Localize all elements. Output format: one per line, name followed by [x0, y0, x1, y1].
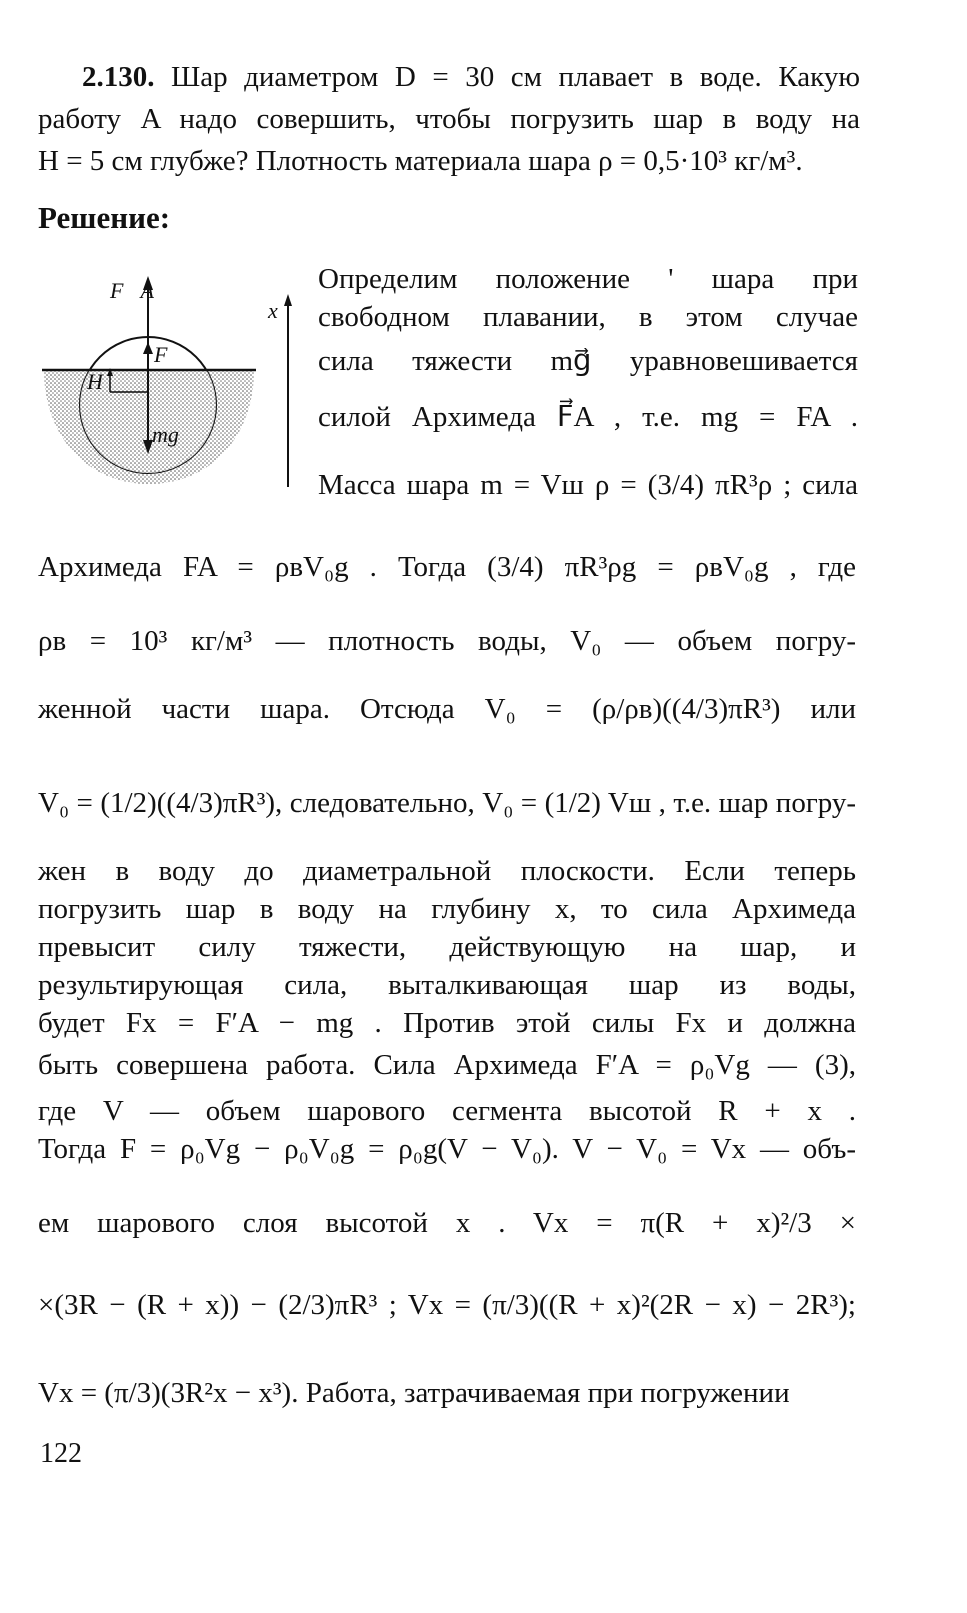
body-line-12: Тогда F = ρ₀Vg − ρ₀V₀g = ρ₀g(V − V₀). V − V₀ = Vx — объ- [38, 1133, 856, 1165]
problem-line-1 [82, 58, 860, 96]
body-line-6: погрузить шар в воду на глубину х, то сила Архимеда [38, 893, 856, 925]
h-label: H [87, 369, 103, 394]
page-number: 122 [40, 1438, 82, 1469]
fa-label: F⃗A [110, 278, 154, 303]
body-line-9: будет Fx = F′A − mg . Против этой силы Fx и должна [38, 1007, 856, 1039]
diagram-svg [30, 262, 320, 497]
problem-text-1: Шар диаметром D = 30 см плавает в воде. Какую [171, 61, 860, 93]
solution-heading: Решение: [38, 200, 171, 235]
x-axis-arrow-head [284, 294, 292, 306]
side-line-3: сила тяжести mg⃗ уравновешивается [318, 345, 858, 377]
body-line-14: ×(3R − (R + x)) − (2/3)πR³ ; Vx = (π/3)((R + x)²(2R − x) − 2R³); [38, 1289, 856, 1321]
f-arrow-head [143, 342, 153, 354]
problem-number: 2.130. [82, 61, 155, 93]
body-line-11: где V — объем шарового сегмента высотой R + x . [38, 1095, 856, 1127]
x-label: x [268, 298, 278, 323]
problem-line-3: H = 5 см глубже? Плотность материала шара ρ = 0,5·10³ кг/м³. [38, 145, 803, 177]
f-label: F⃗ [154, 342, 185, 367]
buoyancy-diagram [30, 262, 320, 497]
body-line-7: превысит силу тяжести, действующую на шар, и [38, 931, 856, 963]
side-line-2: свободном плавании, в этом случае [318, 301, 858, 333]
side-line-5: Масса шара m = Vш ρ = (3/4) πR³ρ ; сила [318, 469, 858, 501]
body-line-10: быть совершена работа. Сила Архимеда F′A = ρ₀Vg — (3), [38, 1049, 856, 1081]
body-line-2: ρв = 10³ кг/м³ — плотность воды, V₀ — объем погру- [38, 625, 856, 657]
body-line-13: ем шарового слоя высотой x . Vx = π(R + x)²/3 × [38, 1207, 856, 1239]
body-line-1: Архимеда FA = ρвV₀g . Тогда (3/4) πR³ρg = ρвV₀g , где [38, 551, 856, 583]
side-line-4: силой Архимеда F⃗A , т.е. mg = FA . [318, 401, 858, 433]
side-line-1: Определим положение ' шара при [318, 263, 858, 295]
mg-label: mg⃗ [152, 422, 196, 447]
body-line-15: Vx = (π/3)(3R²x − x³). Работа, затрачиваемая при погружении [38, 1377, 790, 1409]
body-line-3: женной части шара. Отсюда V₀ = (ρ/ρв)((4/3)πR³) или [38, 693, 856, 725]
problem-line-2: работу A надо совершить, чтобы погрузить шар в воду на [38, 103, 860, 135]
body-line-4: V₀ = (1/2)((4/3)πR³), следовательно, V₀ = (1/2) Vш , т.е. шар погру- [38, 787, 856, 819]
body-line-5: жен в воду до диаметральной плоскости. Если теперь [38, 855, 856, 887]
body-line-8: результирующая сила, выталкивающая шар из воды, [38, 969, 856, 1001]
